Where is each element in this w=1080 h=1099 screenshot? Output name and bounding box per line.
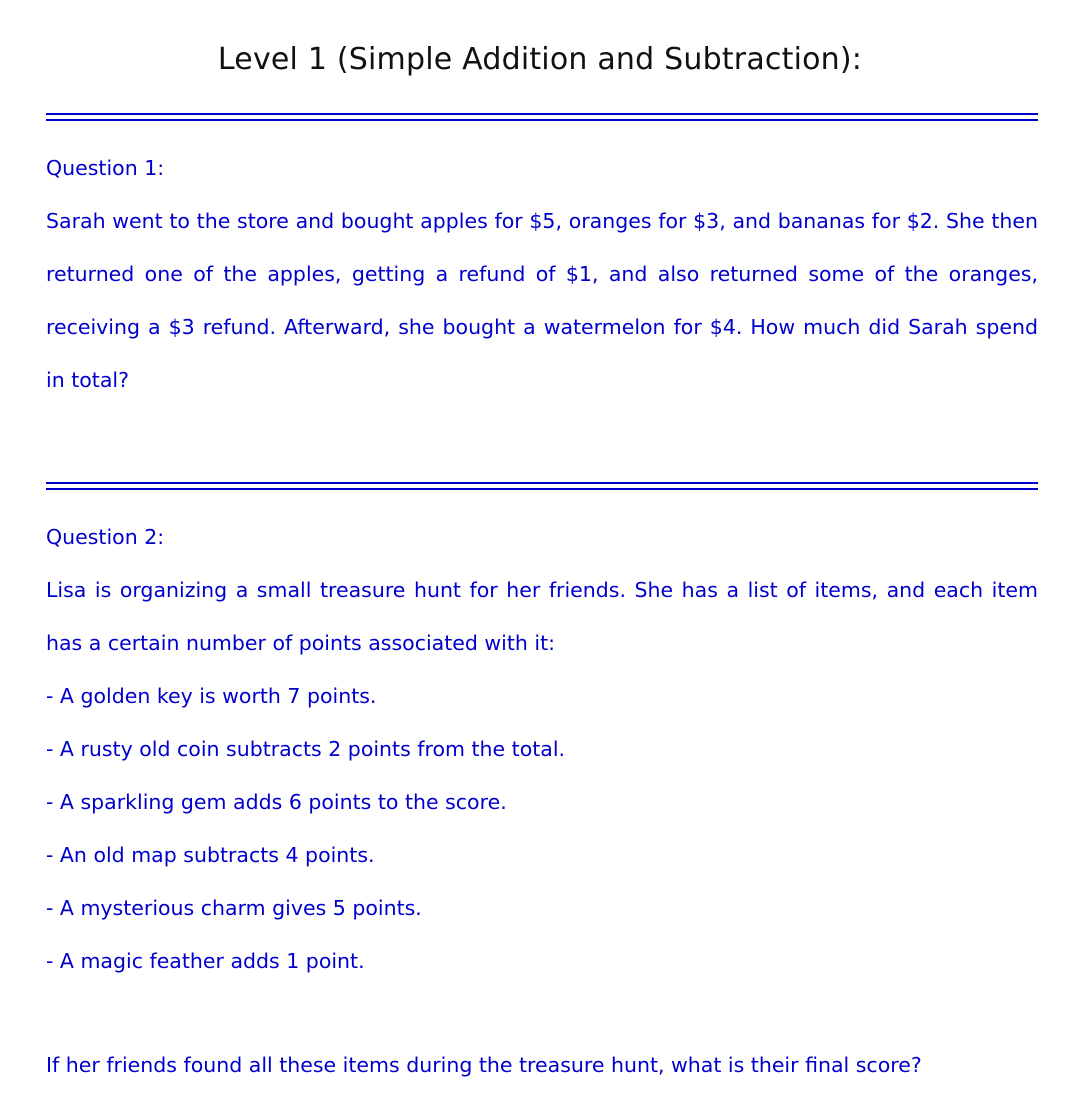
separator-bottom-stroke xyxy=(46,119,1038,121)
separator-top-stroke xyxy=(46,482,1038,484)
question-2-intro: Lisa is organizing a small treasure hunt for her friends. She has a list of items, and each item has a certain number of points associated with it: xyxy=(46,578,1038,655)
separator-bottom-stroke xyxy=(46,488,1038,490)
list-item: - A mysterious charm gives 5 points. xyxy=(46,896,422,920)
list-item: - A magic feather adds 1 point. xyxy=(46,949,365,973)
question-1-heading: Question 1: xyxy=(46,156,165,180)
question-1-body: Sarah went to the store and bought apples for $5, oranges for $3, and bananas for $2. She then returned one of the apples, getting a refund of $1, and also returned some of the oranges, receiving a $3 refund. Afterward, she bought a watermelon for $4. How much did Sarah spend in total? xyxy=(46,209,1038,392)
question-2-block xyxy=(46,511,1038,988)
question-2-heading: Question 2: xyxy=(46,525,165,549)
list-item: - An old map subtracts 4 points. xyxy=(46,843,375,867)
list-item: - A golden key is worth 7 points. xyxy=(46,684,377,708)
separator-line xyxy=(46,110,1038,124)
page-title: Level 1 (Simple Addition and Subtraction): xyxy=(217,42,863,77)
separator-line xyxy=(46,479,1038,493)
list-item: - A rusty old coin subtracts 2 points from the total. xyxy=(46,737,566,761)
separator-top-stroke xyxy=(46,113,1038,115)
list-item: - A sparkling gem adds 6 points to the score. xyxy=(46,790,507,814)
question-1-block xyxy=(46,142,1038,407)
question-2-closing: If her friends found all these items during the treasure hunt, what is their final score? xyxy=(46,1053,922,1077)
question-2-closing-block xyxy=(46,1039,1038,1092)
